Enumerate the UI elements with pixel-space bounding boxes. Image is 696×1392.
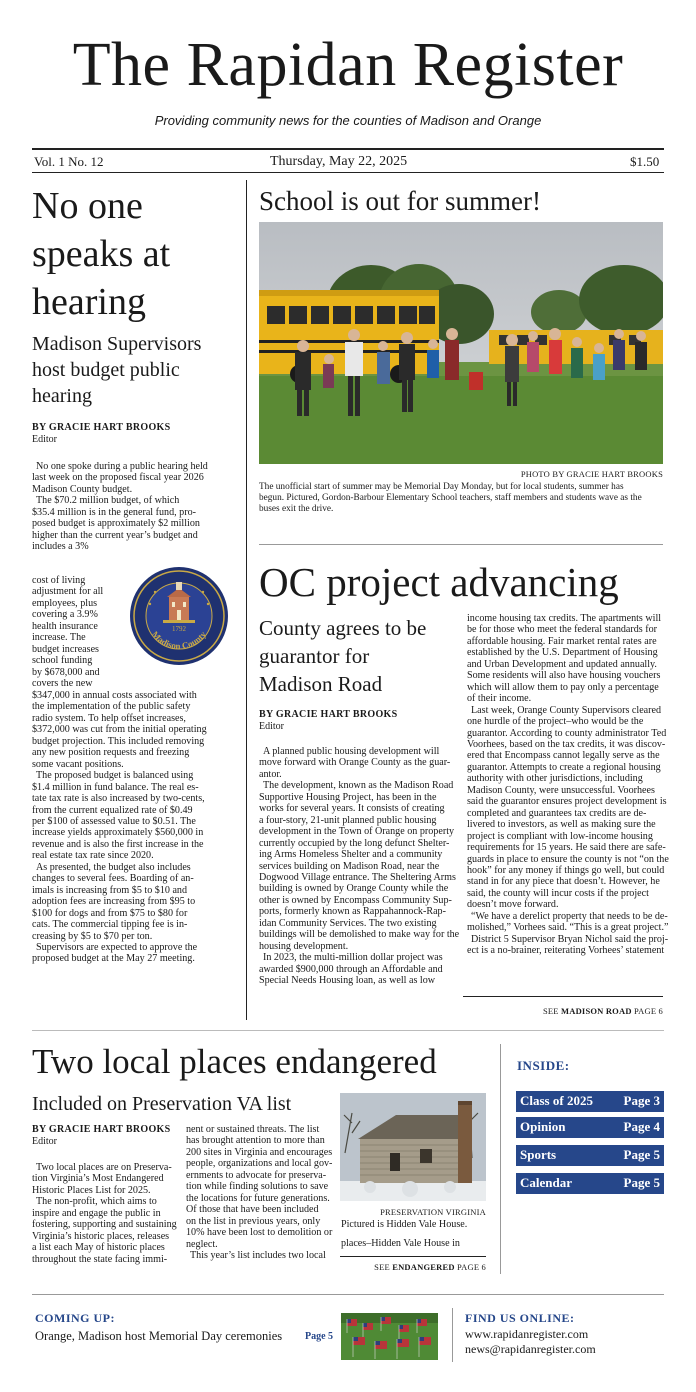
masthead-title: The Rapidan Register	[72, 31, 624, 99]
budget-headline	[32, 182, 237, 326]
body-line: authority with other jurisdictions, including	[467, 773, 643, 785]
body-line: A planned public housing development will	[263, 746, 440, 757]
body-line: health insurance	[32, 620, 98, 632]
body-line: cost of living	[32, 575, 86, 586]
body-line: proposed budget at the May 27 meeting.	[32, 953, 195, 965]
body-line: school funding	[32, 655, 93, 667]
body-line: on the list in previous years, only	[186, 1215, 321, 1227]
body-line: No one spoke during a public hearing held	[36, 461, 208, 472]
jump-suffix: PAGE 6	[631, 1006, 663, 1016]
endangered-byline-role: Editor	[32, 1136, 57, 1147]
body-line: building is owned by Orange County while the	[259, 883, 449, 895]
body-line: Two local places are on Preserva-	[36, 1162, 172, 1173]
body-line: covers the new	[32, 678, 93, 690]
body-line: last week on the proposed fiscal year 2026	[32, 472, 204, 484]
body-line: of their income.	[467, 693, 532, 705]
oc-jump-rule	[463, 996, 663, 997]
body-line: higher than the current year’s budget and	[32, 529, 198, 541]
body-line: from the current equalized rate of $0.49	[32, 804, 193, 816]
budget-headline-line: hearing	[32, 281, 146, 323]
inside-item-label: Sports	[520, 1147, 557, 1162]
body-line: Madison County budget.	[32, 483, 133, 495]
summer-caption-line: begun. Pictured, Gordon-Barbour Elementary School teachers, staff members and students wave as the	[259, 493, 642, 503]
body-line: established by the U.S. Department of Housing	[467, 647, 658, 659]
column-divider	[246, 180, 247, 1020]
budget-body-top	[32, 461, 237, 553]
body-line: Supervisors are expected to approve the	[36, 941, 198, 953]
body-line: per $100 of assessed value to $0.51. The	[32, 815, 196, 827]
body-line: creasing by $5 to $70 per ton.	[32, 930, 153, 942]
body-line: housing development.	[259, 940, 349, 952]
body-line: $347,000 in annual costs associated with	[32, 690, 197, 701]
oc-deck	[259, 614, 459, 698]
body-line: currently occupied by the long defunct Shelter-	[259, 837, 450, 849]
oc-body-col1	[259, 746, 464, 987]
inside-item-class-of-2025[interactable]	[516, 1091, 664, 1112]
body-line: covering a 3.9%	[32, 609, 98, 621]
folio-rule	[32, 172, 664, 173]
body-line: Supportive Housing Project, has been in the	[259, 791, 437, 803]
body-line: be for those who meet the federal standards for	[467, 624, 658, 636]
body-line: adoption fees are increasing from $95 to	[32, 896, 196, 908]
body-line: antor.	[259, 768, 282, 780]
issue-price: $1.50	[630, 154, 660, 169]
body-line: stand in for any piece that doesn’t. However, he	[467, 876, 660, 888]
summer-headline: School is out for summer!	[259, 186, 541, 216]
body-line: ered that Encompass cannot legally serve as the	[467, 750, 660, 762]
summer-photo	[259, 222, 663, 464]
flags-icon	[341, 1313, 438, 1360]
body-line: completed and guarantees tax credits are de-	[467, 807, 647, 819]
oc-headline: OC project advancing	[259, 559, 619, 605]
body-line: throughout the state facing immi-	[32, 1253, 168, 1265]
section-rule	[32, 1030, 664, 1031]
budget-deck-line: Madison Supervisors	[32, 333, 202, 355]
endangered-body-col1	[32, 1162, 182, 1265]
body-line: buildings will be demolished to make way for the	[259, 929, 460, 941]
body-line: ernments to advocate for preserva-	[186, 1169, 327, 1181]
summer-caption-line: buses exit the drive.	[259, 504, 334, 514]
inside-title: INSIDE:	[517, 1058, 570, 1073]
body-line: awarded $900,000 through an Affordable and	[259, 963, 443, 975]
body-line: idan Community Services. The two existing	[259, 917, 437, 929]
body-line: budget projection. This included removing	[32, 735, 205, 747]
body-line: tion while finding solutions to save	[186, 1181, 329, 1193]
inside-item-label: Class of 2025	[520, 1093, 593, 1108]
jump-prefix: SEE	[374, 1262, 393, 1272]
body-line: $1.4 million in fund balance. The real es-	[32, 781, 199, 793]
inside-item-page: Page 3	[623, 1093, 660, 1108]
body-line: Madison County, were unsuccessful. Voorhees	[467, 784, 655, 796]
body-line: guarantor. According to county administrator Ted	[467, 727, 667, 739]
body-line: which will allow them to pay only a percentage	[467, 681, 659, 693]
body-line: The proposed budget is balanced using	[36, 770, 194, 782]
endangered-jump-link[interactable]	[340, 1262, 486, 1272]
body-line: real estate tax rate since 2020.	[32, 850, 154, 862]
oc-byline: BY GRACIE HART BROOKS	[259, 709, 398, 720]
issue-date: Thursday, May 22, 2025	[270, 154, 408, 169]
body-line: budget increases	[32, 643, 99, 655]
body-line: guards in place to ensure the county is not “on the	[467, 853, 669, 865]
body-line: posed budget is approximately $2 million	[32, 518, 200, 530]
body-line: increase yields approximately $560,000 in	[32, 827, 204, 839]
inside-item-opinion[interactable]	[516, 1117, 664, 1138]
inside-item-page: Page 4	[623, 1119, 660, 1134]
body-line: Dogwood Village entrance. The Sheltering Arms	[259, 871, 456, 883]
body-line: tion Virginia’s Most Endangered	[32, 1173, 164, 1185]
body-line: neglect.	[186, 1238, 218, 1250]
body-line: increase. The	[32, 632, 86, 644]
body-line: a four-story, 21-unit planned public housing	[259, 814, 437, 826]
hidden-vale-photo	[340, 1093, 486, 1201]
body-line: cats. The commercial tipping fee is in-	[32, 919, 188, 931]
budget-headline-line: No one	[32, 185, 143, 227]
body-line: ing Arms Homeless Shelter and a community	[259, 849, 443, 861]
coming-up-title: COMING UP:	[35, 1311, 115, 1325]
find-us-title: FIND US ONLINE:	[465, 1311, 575, 1325]
body-line: nent or sustained threats. The list	[186, 1124, 320, 1135]
body-line: Last week, Orange County Supervisors cleared	[471, 704, 662, 716]
body-line: Of those that have been included	[186, 1204, 319, 1216]
summer-caption-line: The unofficial start of summer may be Memorial Day Monday, but for local students, summer has	[259, 482, 624, 492]
body-line: some vacant positions.	[32, 758, 124, 770]
body-line: income housing tax credits. The apartments will	[467, 613, 662, 624]
body-line: a list each May of historic places	[32, 1242, 165, 1254]
hidden-vale-credit: PRESERVATION VIRGINIA	[380, 1207, 486, 1217]
budget-byline: BY GRACIE HART BROOKS	[32, 422, 171, 433]
inside-item-label: Opinion	[520, 1119, 566, 1134]
budget-body-bottom	[32, 690, 237, 965]
jump-target: ENDANGERED	[392, 1262, 455, 1272]
endangered-body-col2	[186, 1124, 336, 1261]
body-line: works for several years. It consists of creating	[259, 803, 445, 815]
body-line: doesn’t move forward.	[467, 899, 559, 911]
budget-headline-line: speaks at	[32, 233, 171, 275]
body-line: move forward with Orange County as the guar-	[259, 757, 451, 769]
body-line: $100 for dogs and from $75 to $80 for	[32, 907, 188, 919]
body-line: “We have a derelict property that needs to be de-	[471, 910, 668, 922]
body-line: changes to several fees. Boarding of an-	[32, 873, 194, 885]
oc-deck-line: County agrees to be	[259, 616, 427, 640]
body-line: $372,000 was cut from the initial operating	[32, 724, 207, 736]
endangered-headline: Two local places endangered	[32, 1042, 437, 1081]
jump-suffix: PAGE 6	[454, 1262, 486, 1272]
hidden-vale-caption: Pictured is Hidden Vale House.	[341, 1219, 468, 1230]
body-line: services building on Madison Road, near the	[259, 860, 440, 872]
inside-item-calendar[interactable]	[516, 1173, 664, 1194]
jump-target: MADISON ROAD	[561, 1006, 632, 1016]
svg-text:Madison County: Madison County	[149, 629, 209, 652]
body-line: In 2023, the multi-million dollar project was	[263, 952, 443, 964]
body-line: imals is increasing from $5 to $10 and	[32, 884, 188, 896]
body-line: tate tax rate is also increased by two-cents,	[32, 793, 205, 805]
body-line: 200 sites in Virginia and encourages	[186, 1146, 333, 1158]
masthead-rule	[32, 148, 664, 150]
body-line: Special Needs Housing loan, as well as low	[259, 975, 436, 987]
hidden-vale-house-photo	[340, 1093, 486, 1201]
budget-byline-role: Editor	[32, 434, 57, 445]
endangered-continued-line: places–Hidden Vale House in	[341, 1238, 460, 1249]
body-line: development in the Town of Orange on property	[259, 826, 455, 838]
body-line: adjustment for all	[32, 586, 104, 598]
body-line: The $70.2 million budget, of which	[36, 495, 180, 507]
body-line: guarantor. Attempts to create a regional housing	[467, 761, 661, 773]
inside-item-label: Calendar	[520, 1175, 572, 1190]
body-line: employees, plus	[32, 597, 98, 609]
body-line: has brought attention to more than	[186, 1135, 325, 1147]
oc-deck-line: Madison Road	[259, 672, 383, 696]
body-line: said, the county will incur costs if the project	[467, 887, 649, 899]
oc-byline-role: Editor	[259, 721, 284, 732]
jump-prefix: SEE	[542, 1006, 562, 1016]
body-line: people, organizations and local gov-	[186, 1158, 333, 1170]
body-line: 10% have been lost to demolition or	[186, 1227, 333, 1239]
endangered-jump-rule	[340, 1256, 486, 1257]
body-line: and Urban Development and updated annually.	[467, 658, 657, 670]
body-line: the locations for future generations.	[186, 1192, 330, 1204]
body-line: radio system. To help offset increases,	[32, 712, 186, 724]
body-line: said the guarantor ensures project development is	[467, 796, 667, 808]
summer-rule	[259, 544, 663, 545]
body-line: by $678,000 and	[32, 666, 100, 678]
masthead-tagline: Providing community news for the counties of Madison and Orange	[154, 113, 542, 128]
inside-item-sports[interactable]	[516, 1145, 664, 1166]
body-line: affordable housing. Fair market rental rates are	[467, 635, 657, 647]
inside-divider	[500, 1044, 501, 1274]
body-line: The development, known as the Madison Road	[263, 780, 454, 792]
body-line: As presented, the budget also includes	[36, 861, 191, 873]
body-line: other is owned by Encompass Community Sup-	[259, 894, 452, 906]
endangered-deck: Included on Preservation VA list	[32, 1093, 292, 1115]
email-link[interactable]: news@rapidanregister.com	[465, 1342, 596, 1356]
body-line: fostering, supporting and sustaining	[32, 1219, 177, 1231]
summer-caption	[259, 482, 669, 515]
body-line: requirements for 15 years. He said there are safe-	[467, 842, 666, 854]
body-line: inspire and engage the public in	[32, 1207, 161, 1219]
oc-deck-line: guarantor for	[259, 644, 370, 668]
body-line: includes a 3%	[32, 541, 89, 553]
body-line: $35.4 million is in the general fund, pro-	[32, 506, 196, 518]
oc-jump-link[interactable]	[463, 1006, 663, 1016]
budget-deck-line: host budget public	[32, 359, 180, 381]
website-link[interactable]: www.rapidanregister.com	[465, 1327, 589, 1341]
summer-photo-credit: PHOTO BY GRACIE HART BROOKS	[520, 469, 663, 479]
body-line: project is compliant with low-income housing	[467, 830, 653, 842]
body-line: The non-profit, which aims to	[36, 1196, 157, 1208]
budget-body-wrap	[32, 575, 132, 690]
endangered-byline: BY GRACIE HART BROOKS	[32, 1124, 171, 1135]
inside-item-page: Page 5	[623, 1147, 660, 1162]
body-line: hook” for any money if things go well, but could	[467, 864, 665, 876]
school-bus-photo	[259, 222, 663, 464]
body-line: ect is a no-brainer, reiterating Vorhees’ statement	[467, 945, 665, 957]
body-line: livered to investors, as well as making sure the	[467, 819, 656, 831]
body-line: the implementation of the public safety	[32, 701, 191, 713]
inside-item-page: Page 5	[623, 1175, 660, 1190]
body-line: any new position requests and freezing	[32, 747, 190, 759]
svg-text:1792: 1792	[172, 625, 186, 633]
volume-number: Vol. 1 No. 12	[34, 154, 104, 169]
body-line: molished,” Vorhees said. “This is a great project.”	[467, 922, 669, 934]
coming-up-text: Orange, Madison host Memorial Day ceremonies	[35, 1329, 283, 1343]
body-line: Some residents will also have housing vouchers	[467, 670, 661, 682]
madison-county-seal	[129, 566, 229, 666]
body-line: This year’s list includes two local	[190, 1249, 326, 1261]
body-line: Historic Places List for 2025.	[32, 1184, 151, 1196]
footer-rule	[32, 1294, 664, 1295]
body-line: District 5 Supervisor Bryan Nichol said the proj-	[471, 933, 669, 945]
footer-divider	[452, 1308, 453, 1362]
body-line: one hurdle of the project–who would be the	[467, 716, 644, 728]
budget-deck-line: hearing	[32, 385, 92, 407]
body-line: Virginia’s historic places, releases	[32, 1230, 170, 1242]
county-seal-icon	[129, 566, 229, 666]
body-line: revenue and is also the first increase in the	[32, 838, 204, 850]
oc-body-col2	[467, 613, 667, 957]
body-line: ports, formerly known as Rappahannock-Rap-	[259, 906, 446, 918]
body-line: Voorhees, based on the tax credits, it was discov-	[467, 738, 666, 750]
coming-up-page[interactable]: Page 5	[305, 1331, 334, 1342]
memorial-flags-photo	[341, 1313, 438, 1360]
budget-deck	[32, 331, 242, 409]
